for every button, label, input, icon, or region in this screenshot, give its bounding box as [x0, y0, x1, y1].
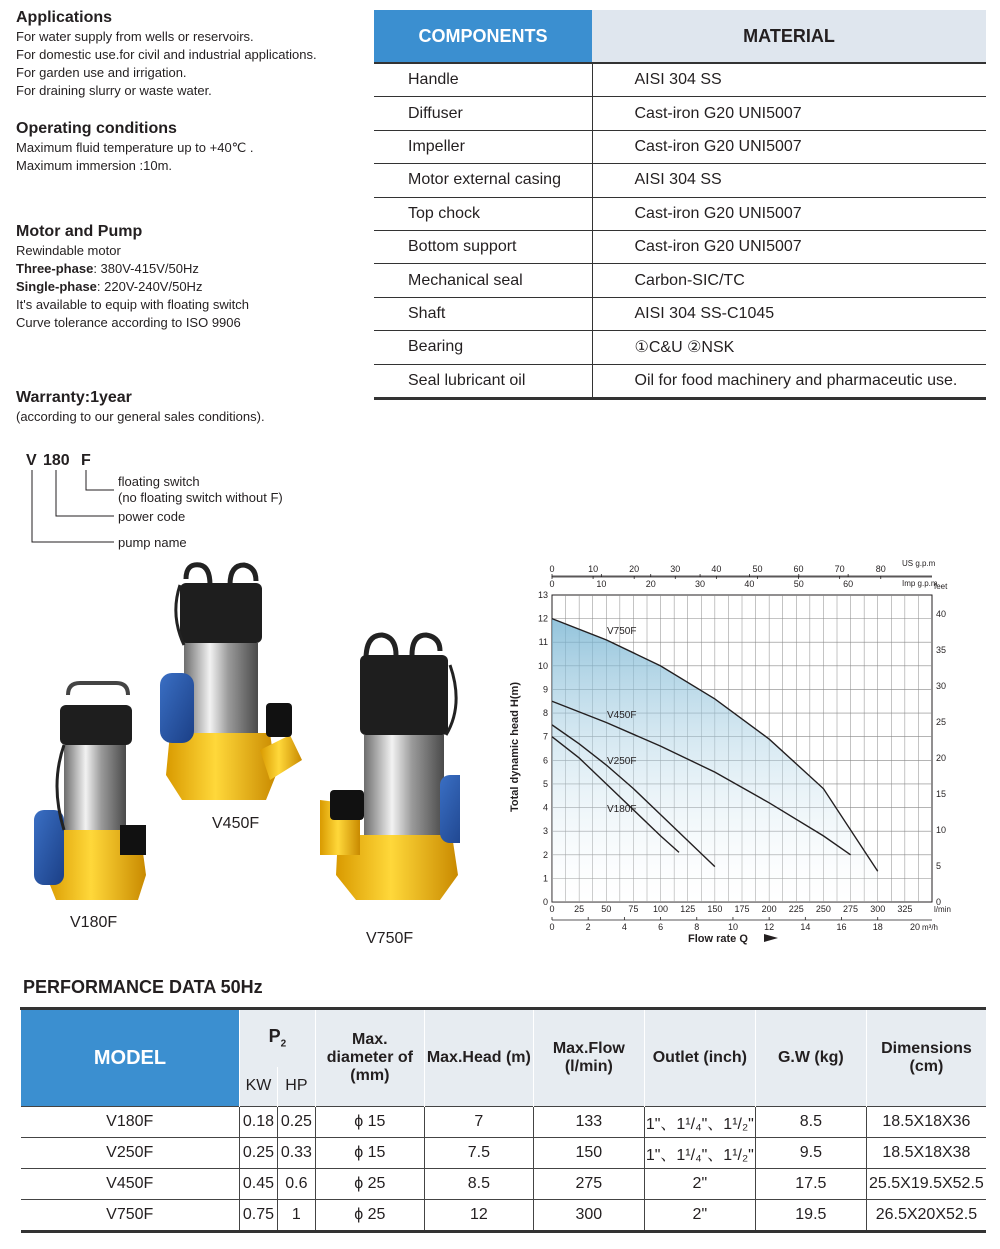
model-cell: V250F — [21, 1138, 240, 1169]
gw-header: G.W (kg) — [755, 1009, 866, 1107]
gw-cell: 8.5 — [755, 1107, 866, 1138]
max-flow-cell: 275 — [533, 1169, 644, 1200]
v180f-label: V180F — [70, 914, 118, 931]
component-material: AISI 304 SS — [592, 164, 986, 197]
component-row — [374, 364, 986, 398]
max-head-cell: 12 — [424, 1200, 533, 1232]
hp-cell: 0.25 — [277, 1107, 315, 1138]
diameter-cell: ϕ 15 — [315, 1107, 424, 1138]
outlet-cell: 2" — [644, 1200, 755, 1232]
kw-cell: 0.45 — [240, 1169, 278, 1200]
operating-title: Operating conditions — [16, 120, 177, 137]
operating-section — [16, 119, 356, 175]
usgpm-axis-label: US g.p.m — [902, 559, 936, 568]
y-tick-label: 10 — [537, 660, 548, 671]
code-v: V — [26, 452, 37, 469]
component-row — [374, 331, 986, 364]
model-cell: V750F — [21, 1200, 240, 1232]
applications-line: For garden use and irrigation. — [16, 65, 187, 80]
p2-sub: 2 — [280, 1039, 287, 1051]
usgpm-tick-label: 50 — [752, 564, 763, 574]
y-tick-label: 8 — [542, 708, 548, 719]
single-phase-value: : 220V-240V/50Hz — [96, 279, 203, 294]
operating-line: Maximum fluid temperature up to +40℃ . — [16, 140, 254, 155]
applications-section — [16, 8, 356, 100]
performance-table — [20, 1007, 986, 1233]
component-row — [374, 130, 986, 163]
kw-cell: 0.25 — [240, 1138, 278, 1169]
motor-section — [16, 222, 356, 332]
components-header-row — [374, 10, 986, 63]
diameter-cell: ϕ 15 — [315, 1138, 424, 1169]
lmin-tick-label: 225 — [788, 904, 804, 914]
v750f-label: V750F — [366, 930, 414, 947]
gw-cell: 19.5 — [755, 1200, 866, 1232]
v180f-pump-image — [34, 683, 146, 900]
max-head-cell: 7.5 — [424, 1138, 533, 1169]
component-name: Motor external casing — [374, 164, 592, 197]
lmin-tick-label: 175 — [734, 904, 750, 914]
gw-cell: 9.5 — [755, 1138, 866, 1169]
component-name: Shaft — [374, 297, 592, 330]
single-phase-line — [16, 278, 356, 296]
lmin-tick-label: 200 — [761, 904, 777, 914]
lmin-tick-label: 25 — [574, 904, 585, 914]
max-head-cell: 7 — [424, 1107, 533, 1138]
dimensions-cell: 26.5X20X52.5 — [866, 1200, 986, 1232]
y-tick-label: 5 — [542, 778, 548, 789]
usgpm-tick-label: 60 — [793, 564, 804, 574]
y-tick-label: 9 — [542, 684, 548, 695]
model-cell: V450F — [21, 1169, 240, 1200]
v450f-pump-image — [160, 565, 302, 800]
chart-xlabel: Flow rate Q — [688, 933, 748, 945]
usgpm-tick-label: 10 — [588, 564, 599, 574]
v450f-label: V450F — [212, 815, 260, 832]
usgpm-tick-label: 80 — [875, 564, 886, 574]
m3h-tick-label: 6 — [658, 922, 664, 932]
y-tick-label: 1 — [542, 873, 548, 884]
component-row — [374, 97, 986, 130]
m3h-tick-label: 8 — [694, 922, 700, 932]
usgpm-tick-label: 30 — [670, 564, 681, 574]
component-row — [374, 197, 986, 230]
component-material: AISI 304 SS — [592, 63, 986, 97]
outlet-header: Outlet (inch) — [644, 1009, 755, 1107]
m3h-axis-label: m³/h — [922, 923, 938, 932]
max-head-header: Max.Head (m) — [424, 1009, 533, 1107]
max-head-cell: 8.5 — [424, 1169, 533, 1200]
component-row — [374, 164, 986, 197]
p2-label: P — [268, 1026, 281, 1047]
component-name: Impeller — [374, 130, 592, 163]
feet-tick-label: 35 — [936, 645, 947, 656]
component-row — [374, 63, 986, 97]
model-cell: V180F — [21, 1107, 240, 1138]
usgpm-tick-label: 40 — [711, 564, 722, 574]
performance-curve-chart — [500, 552, 960, 952]
m3h-tick-label: 20 — [910, 922, 921, 932]
y-tick-label: 7 — [542, 731, 548, 742]
three-phase-label: Three-phase — [16, 261, 94, 276]
dimensions-cell: 18.5X18X38 — [866, 1138, 986, 1169]
feet-tick-label: 40 — [936, 609, 947, 620]
y-tick-label: 12 — [537, 613, 548, 624]
y-tick-label: 2 — [542, 849, 548, 860]
v750f-pump-image — [320, 635, 460, 900]
feet-tick-label: 20 — [936, 753, 947, 764]
components-header: COMPONENTS — [374, 10, 592, 63]
performance-row — [21, 1107, 987, 1138]
diameter-header: Max. diameter of (mm) — [315, 1009, 424, 1107]
dimensions-cell: 25.5X19.5X52.5 — [866, 1169, 986, 1200]
code-power-label: power code — [118, 509, 186, 524]
dimensions-header: Dimensions (cm) — [866, 1009, 986, 1107]
three-phase-line — [16, 260, 356, 278]
usgpm-tick-label: 70 — [834, 564, 845, 574]
m3h-tick-label: 18 — [872, 922, 883, 932]
impgpm-tick-label: 0 — [549, 579, 555, 589]
component-row — [374, 264, 986, 297]
m3h-tick-label: 16 — [836, 922, 847, 932]
components-table — [374, 10, 986, 400]
component-material: Cast-iron G20 UNI5007 — [592, 197, 986, 230]
performance-row — [21, 1200, 987, 1232]
component-name: Diffuser — [374, 97, 592, 130]
series-label: V250F — [607, 756, 637, 767]
component-name: Bottom support — [374, 230, 592, 263]
y-tick-label: 6 — [542, 755, 548, 766]
diameter-cell: ϕ 25 — [315, 1169, 424, 1200]
impgpm-tick-label: 40 — [744, 579, 755, 589]
lmin-tick-label: 150 — [707, 904, 723, 914]
motor-line: Curve tolerance according to ISO 9906 — [16, 315, 241, 330]
component-name: Mechanical seal — [374, 264, 592, 297]
m3h-tick-label: 4 — [621, 922, 627, 932]
applications-title: Applications — [16, 9, 113, 26]
single-phase-label: Single-phase — [16, 279, 97, 294]
warranty-section — [16, 388, 356, 426]
motor-title: Motor and Pump — [16, 223, 143, 240]
impgpm-tick-label: 10 — [596, 579, 607, 589]
kw-cell: 0.18 — [240, 1107, 278, 1138]
lmin-tick-label: 125 — [680, 904, 696, 914]
component-name: Handle — [374, 63, 592, 97]
component-row — [374, 230, 986, 263]
outlet-cell: 1"、1¹/₄"、1¹/₂" — [644, 1138, 755, 1169]
warranty-title: Warranty:1year — [16, 389, 132, 406]
impgpm-tick-label: 50 — [793, 579, 804, 589]
max-flow-cell: 150 — [533, 1138, 644, 1169]
component-name: Seal lubricant oil — [374, 364, 592, 398]
diameter-cell: ϕ 25 — [315, 1200, 424, 1232]
applications-line: For draining slurry or waste water. — [16, 83, 212, 98]
performance-row — [21, 1138, 987, 1169]
feet-axis-label: feet — [934, 582, 948, 591]
code-f: F — [81, 452, 91, 469]
impgpm-tick-label: 60 — [843, 579, 854, 589]
y-tick-label: 3 — [542, 826, 548, 837]
code-pump-label: pump name — [118, 535, 187, 550]
hp-cell: 0.6 — [277, 1169, 315, 1200]
three-phase-value: : 380V-415V/50Hz — [93, 261, 199, 276]
code-number: 180 — [43, 452, 70, 469]
component-material: Cast-iron G20 UNI5007 — [592, 97, 986, 130]
material-header: MATERIAL — [592, 10, 986, 63]
component-material: Cast-iron G20 UNI5007 — [592, 130, 986, 163]
component-name: Bearing — [374, 331, 592, 364]
usgpm-tick-label: 20 — [629, 564, 640, 574]
feet-tick-label: 30 — [936, 681, 947, 692]
lmin-axis-label: l/min — [934, 905, 951, 914]
feet-tick-label: 15 — [936, 789, 947, 800]
series-label: V450F — [607, 710, 637, 721]
m3h-tick-label: 2 — [585, 922, 591, 932]
outlet-cell: 2" — [644, 1169, 755, 1200]
performance-row — [21, 1169, 987, 1200]
lmin-tick-label: 0 — [549, 904, 555, 914]
lmin-tick-label: 250 — [815, 904, 831, 914]
y-tick-label: 0 — [542, 897, 548, 907]
feet-tick-label: 25 — [936, 717, 947, 728]
component-material: AISI 304 SS-C1045 — [592, 297, 986, 330]
hp-cell: 1 — [277, 1200, 315, 1232]
y-tick-label: 11 — [538, 637, 548, 648]
flow-arrow-icon — [764, 934, 778, 942]
motor-line: Rewindable motor — [16, 243, 121, 258]
lmin-tick-label: 100 — [653, 904, 669, 914]
gw-cell: 17.5 — [755, 1169, 866, 1200]
feet-tick-label: 5 — [936, 861, 942, 872]
max-flow-header: Max.Flow (l/min) — [533, 1009, 644, 1107]
p2-header — [240, 1009, 316, 1067]
component-row — [374, 297, 986, 330]
outlet-cell: 1"、1¹/₄"、1¹/₂" — [644, 1107, 755, 1138]
lmin-tick-label: 75 — [628, 904, 639, 914]
applications-line: For domestic use.for civil and industrial applications. — [16, 47, 317, 62]
code-floating-label: floating switch — [118, 474, 200, 489]
dimensions-cell: 18.5X18X36 — [866, 1107, 986, 1138]
lmin-tick-label: 325 — [897, 904, 913, 914]
motor-line: It's available to equip with floating switch — [16, 297, 249, 312]
pump-illustrations — [20, 555, 460, 950]
y-tick-label: 4 — [542, 802, 548, 813]
hp-header: HP — [277, 1067, 315, 1107]
max-flow-cell: 300 — [533, 1200, 644, 1232]
component-material: Cast-iron G20 UNI5007 — [592, 230, 986, 263]
kw-cell: 0.75 — [240, 1200, 278, 1232]
operating-line: Maximum immersion :10m. — [16, 158, 173, 173]
series-label: V180F — [607, 804, 637, 815]
performance-title: PERFORMANCE DATA 50Hz — [23, 977, 263, 997]
lmin-tick-label: 300 — [870, 904, 886, 914]
component-material: ①C&U ②NSK — [592, 331, 986, 364]
chart-ylabel: Total dynamic head H(m) — [509, 682, 521, 812]
component-material: Carbon-SIC/TC — [592, 264, 986, 297]
m3h-tick-label: 12 — [764, 922, 775, 932]
y-tick-label: 13 — [537, 590, 548, 600]
impgpm-tick-label: 30 — [695, 579, 706, 589]
m3h-tick-label: 0 — [549, 922, 555, 932]
hp-cell: 0.33 — [277, 1138, 315, 1169]
lmin-tick-label: 275 — [843, 904, 859, 914]
kw-header: KW — [240, 1067, 278, 1107]
lmin-tick-label: 50 — [601, 904, 612, 914]
impgpm-tick-label: 20 — [645, 579, 656, 589]
usgpm-tick-label: 0 — [549, 564, 555, 574]
series-label: V750F — [607, 626, 637, 637]
model-code-diagram — [16, 448, 316, 558]
m3h-tick-label: 10 — [727, 922, 738, 932]
component-material: Oil for food machinery and pharmaceutic use. — [592, 364, 986, 398]
code-floating-note: (no floating switch without F) — [118, 490, 283, 505]
warranty-note: (according to our general sales conditions). — [16, 409, 265, 424]
component-name: Top chock — [374, 197, 592, 230]
feet-tick-label: 10 — [936, 825, 947, 836]
impgpm-axis-label: Imp g.p.m — [902, 579, 938, 588]
model-header: MODEL — [21, 1009, 240, 1107]
max-flow-cell: 133 — [533, 1107, 644, 1138]
m3h-tick-label: 14 — [800, 922, 811, 932]
applications-line: For water supply from wells or reservoirs. — [16, 29, 254, 44]
feet-tick-label: 0 — [936, 897, 942, 907]
